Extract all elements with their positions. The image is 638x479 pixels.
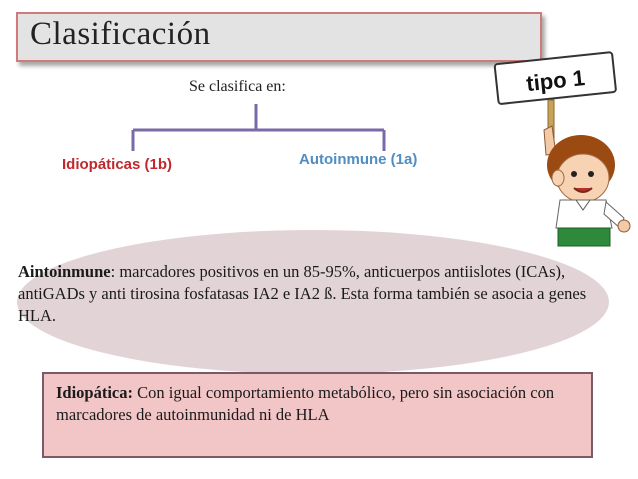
idiopathic-term: Idiopática:	[56, 383, 134, 402]
category-autoimmune: Autoinmune (1a)	[299, 151, 418, 168]
subtitle: Se clasifica en:	[189, 78, 286, 95]
idiopathic-description	[56, 382, 586, 426]
idiopathic-text: Con igual comportamiento metabólico, pero sin asociación con marcadores de autoinmunidad ni de HLA	[56, 383, 555, 424]
sign-text: tipo 1	[525, 65, 587, 97]
kid-with-sign-illustration	[486, 50, 636, 250]
idiopathic-box	[42, 372, 593, 458]
autoimmune-text: : marcadores positivos en un 85-95%, anticuerpos antiislotes (ICAs), antiGADs y anti tirosina fosfatasas IA2 e IA2 ß. Esta forma también se asocia a genes HLA.	[18, 262, 587, 325]
category-idiopathic: Idiopáticas (1b)	[62, 156, 173, 173]
page-title: Clasificación	[30, 16, 211, 52]
sign-board	[495, 52, 617, 104]
autoimmune-term: Aintoinmune	[18, 262, 111, 281]
autoimmune-description	[18, 261, 588, 327]
